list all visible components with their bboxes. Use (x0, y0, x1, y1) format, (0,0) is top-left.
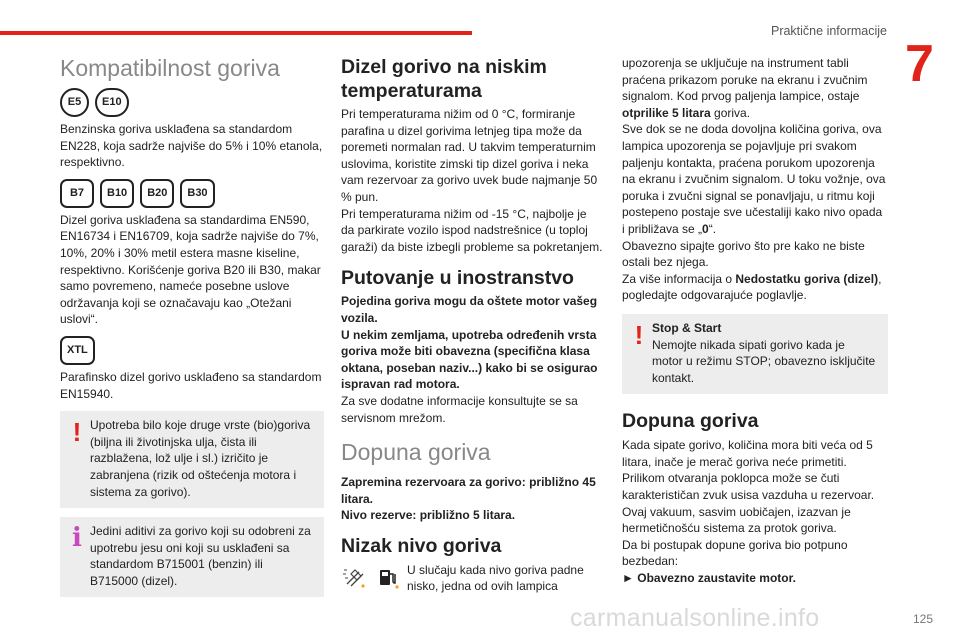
diesel-low-temp-text-2: Pri temperaturama nižim od -15 °C, najbolje je da parkirate vozilo ispod nadstrešnice (u toploj garaži) da biste izbegli probleme sa pokretanjem. (341, 206, 603, 254)
low-fuel-paragraph-1: upozorenja se uključuje na instrument tabli praćena prikazom poruke na ekranu i zvučnim signalom. Kod prvog paljenja lampice, ostaje otprilike 5 litara goriva. (622, 56, 868, 120)
xtl-text: Parafinsko dizel gorivo usklađeno sa standardom EN15940. (60, 369, 322, 401)
diesel-low-temp-text-1: Pri temperaturama nižim od 0 °C, formiranje parafina u dizel gorivima letnjeg tipa može da poremeti normalan rad. U takvim temperaturnim uslovima, koristite zimski tip dizel goriva i neka vam rezervoar za gorivo uvek bude najmanje 50 % pun. (341, 107, 598, 204)
stop-start-text: Nemojte nikada sipati gorivo kada je motor u režimu STOP; obavezno isključite kontakt. (652, 337, 876, 385)
page-number: 125 (912, 612, 933, 626)
watermark: carmanualsonline.info (570, 604, 820, 632)
low-fuel-paragraph-4: Za više informacija o Nedostatku goriva (dizel), pogledajte odgovarajuće poglavlje. (622, 271, 882, 303)
travel-text: Za sve dodatne informacije konsultujte se sa servisnom mrežom. (341, 393, 578, 425)
badge-b20-icon: B20 (140, 179, 174, 208)
heading-refuelling-2: Dopuna goriva (622, 410, 759, 433)
column-1 (60, 54, 324, 597)
low-fuel-block (341, 562, 603, 595)
info-note (60, 517, 324, 597)
fuel-warning-icons (341, 564, 401, 590)
heading-refuelling: Dopuna goriva (341, 439, 491, 466)
info-icon: i (72, 523, 82, 554)
step-stop-engine: ► Obavezno zaustavite motor. (622, 571, 796, 586)
diesel-text: Dizel goriva usklađena sa standardima EN590, EN16734 i EN16709, koja sadrže najviše do 7%, 10%, 20% i 30% metil estera masne kiseline, respektivno. Korišćenje goriva B20 ili B30, makar samo povremeno, nameće posebne uslove održavanja koji se označavaju kao „Otežani uslovi“. (60, 212, 321, 327)
heading-low-fuel: Nizak nivo goriva (341, 534, 502, 557)
reserve-level: Nivo rezerve: približno 5 litara. (341, 508, 516, 523)
column-2 (341, 55, 603, 595)
badge-e10-icon: E10 (95, 88, 129, 117)
badge-xtl-icon: XTL (60, 336, 95, 365)
badge-b7-icon: B7 (60, 179, 94, 208)
refuelling-text: Kada sipate gorivo, količina mora biti veća od 5 litara, inače je merač goriva neće primetiti. Prilikom otvaranja poklopca može se čuti karakterističan zvuk usisa vazduha u rezervoar. Ovaj vakuum, sasvim uobičajen, izazvan je hermetičnošću sistema za protok goriva. Da bi postupak dopune goriva bio potpuno bezbedan: (622, 438, 875, 569)
fuel-pump-icon (375, 564, 401, 590)
warning-icon: ! (634, 319, 644, 350)
info-text: Jedini aditivi za gorivo koji su odobreni za upotrebu jesu oni koji su usklađeni sa standardom B715001 (benzin) ili B715000 (dizel). (90, 524, 311, 588)
diesel-badges (60, 179, 324, 208)
low-fuel-text: U slučaju kada nivo goriva padne nisko, jedna od ovih lampica (407, 562, 584, 594)
tank-capacity: Zapremina rezervoara za gorivo: približno 45 litara. (341, 475, 596, 506)
xtl-badges (60, 336, 324, 365)
badge-b30-icon: B30 (180, 179, 214, 208)
stop-start-note (622, 314, 888, 394)
travel-bold-text: Pojedina goriva mogu da oštete motor vašeg vozila. U nekim zemljama, upotreba određenih vrsta goriva može biti obavezna (specifična klasa oktana, poseban naziv...) kako bi se osigurao ispravan rad motora. (341, 294, 598, 392)
stop-start-title: Stop & Start (652, 320, 722, 335)
petrol-badges (60, 88, 324, 117)
warning-text: Upotreba bilo koje druge vrste (bio)goriva (biljna ili životinjska ulja, čista ili razblažena, lož ulje i sl.) izričito je zabranjena (rizik od oštećenja motora i sistema za gorivo). (90, 418, 311, 499)
warning-icon: ! (72, 417, 82, 448)
petrol-text: Benzinska goriva usklađena sa standardom EN228, koja sadrže najviše do 5% i 10% etanola, respektivno. (60, 122, 323, 170)
diesel-fuel-icon (341, 564, 367, 590)
heading-fuel-compatibility: Kompatibilnost goriva (60, 55, 280, 81)
badge-b10-icon: B10 (100, 179, 134, 208)
header-accent-bar (0, 31, 472, 35)
heading-travel-abroad: Putovanje u inostranstvo (341, 267, 574, 290)
column-3 (622, 55, 888, 587)
chapter-number: 7 (905, 35, 934, 93)
low-fuel-paragraph-3: Obavezno sipajte gorivo što pre kako ne biste ostali bez njega. (622, 238, 865, 270)
warning-note (60, 411, 324, 508)
heading-diesel-low-temp: Dizel gorivo na niskim temperaturama (341, 56, 547, 102)
section-title: Praktične informacije (770, 24, 887, 38)
low-fuel-paragraph-2: Sve dok se ne doda dovoljna količina goriva, ova lampica upozorenja se pojavljuje pri svakom paljenju kontakta, praćena porukom upozorenja na ekranu i zvučnim signalom. U toku vožnje, ova poruka i zvučni signal se ponavljaju, u ritmu koji postepeno postaje sve učestaliji kako nivo opada i približava se „0“. (622, 122, 886, 236)
badge-e5-icon: E5 (60, 88, 89, 117)
